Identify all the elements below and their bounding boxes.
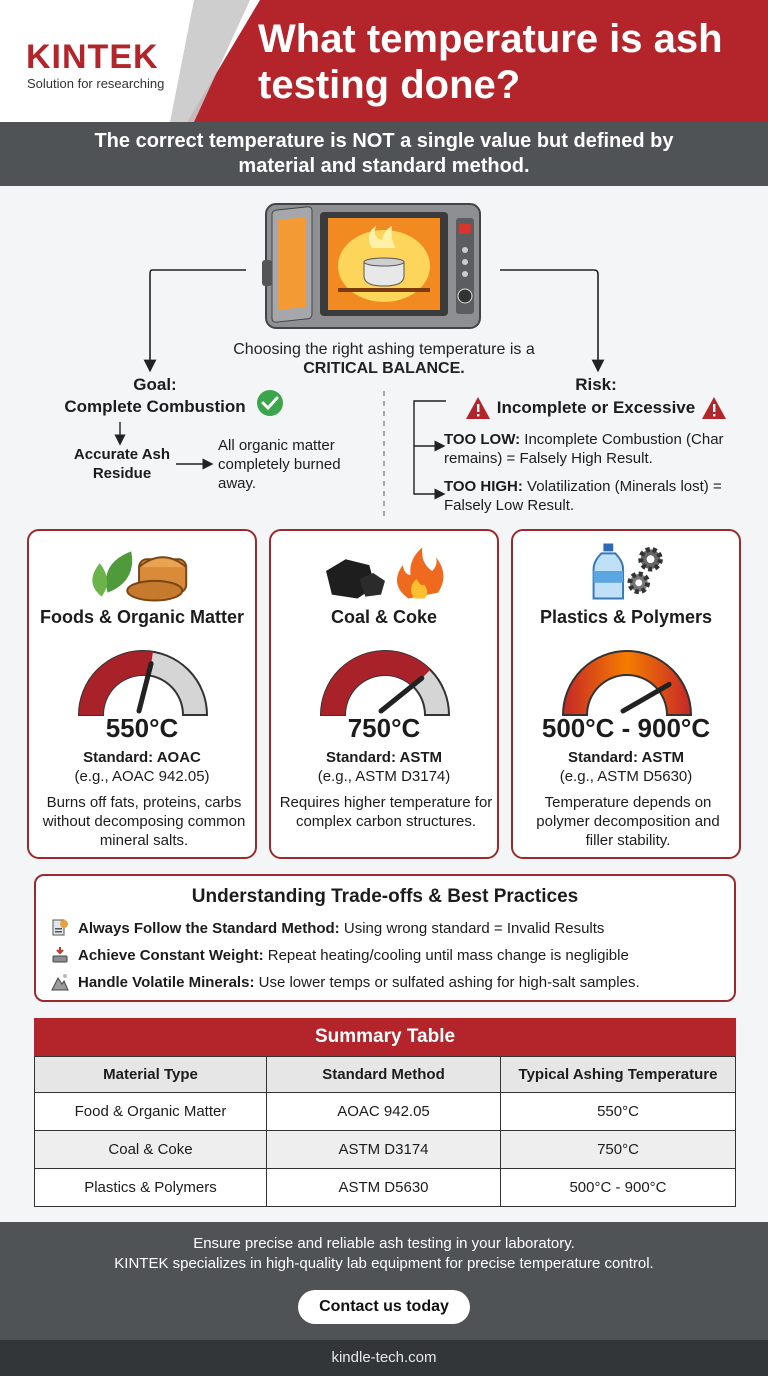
check-circle-icon — [256, 389, 284, 417]
organic-matter-note: All organic matter completely burned away. — [218, 437, 341, 492]
website-link[interactable]: kindle-tech.com — [0, 1340, 768, 1376]
card-temp: 500°C - 900°C — [541, 713, 711, 743]
goal-text: Complete Combustion — [64, 397, 246, 416]
card-example: (e.g., ASTM D3174) — [317, 768, 451, 785]
tradeoff-item — [50, 945, 730, 965]
card-standard: Standard: AOAC — [83, 749, 201, 766]
tradeoff-item — [50, 972, 730, 992]
tradeoff-text: Use lower temps or sulfated ashing for high-salt samples. — [254, 973, 640, 991]
table-cell: Food & Organic Matter — [35, 1093, 267, 1131]
table-cell: Plastics & Polymers — [35, 1169, 267, 1207]
footer-line: KINTEK specializes in high-quality lab equipment for precise temperature control. — [114, 1255, 654, 1272]
table-cell: ASTM D5630 — [267, 1169, 501, 1207]
card-plastics — [511, 529, 741, 859]
goal-label: Goal: — [133, 375, 177, 394]
warning-icon — [465, 396, 491, 420]
table-cell: AOAC 942.05 — [267, 1093, 501, 1131]
footer-text — [0, 1234, 768, 1274]
footer-line: Ensure precise and reliable ash testing in your laboratory. — [193, 1235, 575, 1252]
gauge-icon — [311, 639, 459, 719]
summary-table — [34, 1018, 736, 1208]
page-title: What temperature is ash testing done? — [258, 17, 723, 107]
coal-fire-icon — [271, 541, 497, 603]
footer — [0, 1222, 768, 1340]
table-row — [35, 1169, 736, 1207]
card-title: Foods & Organic Matter — [39, 607, 245, 627]
card-temp: 750°C — [347, 713, 421, 743]
accurate-ash-residue: Accurate Ash Residue — [73, 446, 171, 482]
leaf-bread-icon — [29, 541, 255, 603]
column-header: Standard Method — [267, 1057, 501, 1093]
card-example: (e.g., AOAC 942.05) — [74, 768, 210, 785]
warning-icon — [701, 396, 727, 420]
contact-us-button[interactable]: Contact us today — [298, 1290, 470, 1324]
goal-heading — [40, 374, 270, 418]
logo-tagline: Solution for researching — [27, 76, 165, 91]
card-title: Coal & Coke — [330, 607, 438, 627]
mineral-pile-icon — [50, 972, 70, 992]
too-low-label: TOO LOW: — [444, 431, 521, 448]
balance-caption — [200, 340, 568, 378]
too-low-text: Incomplete Combustion (Char remains) = Falsely High Result. — [444, 431, 724, 467]
too-low-note — [444, 430, 744, 468]
gauge-icon — [553, 639, 701, 719]
too-high-text: Volatilization (Minerals lost) = Falsely Low Result. — [444, 478, 722, 514]
too-high-label: TOO HIGH: — [444, 478, 523, 495]
table-row — [35, 1131, 736, 1169]
card-description: Temperature depends on polymer decomposition and filler stability. — [536, 794, 720, 849]
risk-label: Risk: — [575, 375, 617, 394]
table-cell: 750°C — [501, 1131, 736, 1169]
tradeoff-text: Repeat heating/cooling until mass change is negligible — [263, 946, 629, 964]
summary-grid — [34, 1056, 736, 1207]
card-example: (e.g., ASTM D5630) — [559, 768, 693, 785]
tradeoff-text: Using wrong standard = Invalid Results — [339, 919, 605, 937]
summary-title: Summary Table — [34, 1018, 736, 1056]
card-coal — [269, 529, 499, 859]
card-standard: Standard: ASTM — [325, 749, 443, 766]
caption-text: Choosing the right ashing temperature is a — [233, 341, 535, 358]
tradeoff-label: Always Follow the Standard Method: — [78, 919, 340, 937]
scale-icon — [50, 945, 70, 965]
risk-text: Incomplete or Excessive — [496, 398, 696, 417]
risk-heading — [456, 374, 736, 420]
table-cell: 550°C — [501, 1093, 736, 1131]
subtitle-band: The correct temperature is NOT a single value but defined by material and standard method. — [0, 122, 768, 186]
tradeoffs-title: Understanding Trade-offs & Best Practices — [191, 886, 579, 907]
tradeoff-label: Handle Volatile Minerals: — [78, 973, 255, 991]
tradeoff-label: Achieve Constant Weight: — [78, 946, 264, 964]
card-description: Requires higher temperature for complex carbon structures. — [279, 794, 493, 830]
card-description: Burns off fats, proteins, carbs without decomposing common mineral salts. — [42, 794, 246, 849]
caption-emphasis: CRITICAL BALANCE. — [303, 360, 465, 377]
card-standard: Standard: ASTM — [567, 749, 685, 766]
bottle-gears-icon — [513, 541, 739, 603]
column-header: Material Type — [35, 1057, 267, 1093]
logo: KINTEK — [26, 38, 159, 76]
table-row — [35, 1093, 736, 1131]
tradeoff-item — [50, 918, 730, 938]
card-foods — [27, 529, 257, 859]
gauge-icon — [69, 639, 217, 719]
muffle-furnace-icon — [258, 200, 488, 336]
card-title: Plastics & Polymers — [539, 607, 713, 627]
table-cell: 500°C - 900°C — [501, 1169, 736, 1207]
document-icon — [50, 918, 70, 938]
card-temp: 550°C — [105, 713, 179, 743]
too-high-note — [444, 477, 744, 515]
column-header: Typical Ashing Temperature — [501, 1057, 736, 1093]
table-cell: ASTM D3174 — [267, 1131, 501, 1169]
table-cell: Coal & Coke — [35, 1131, 267, 1169]
tradeoffs-panel — [34, 874, 736, 1002]
header — [0, 0, 768, 122]
